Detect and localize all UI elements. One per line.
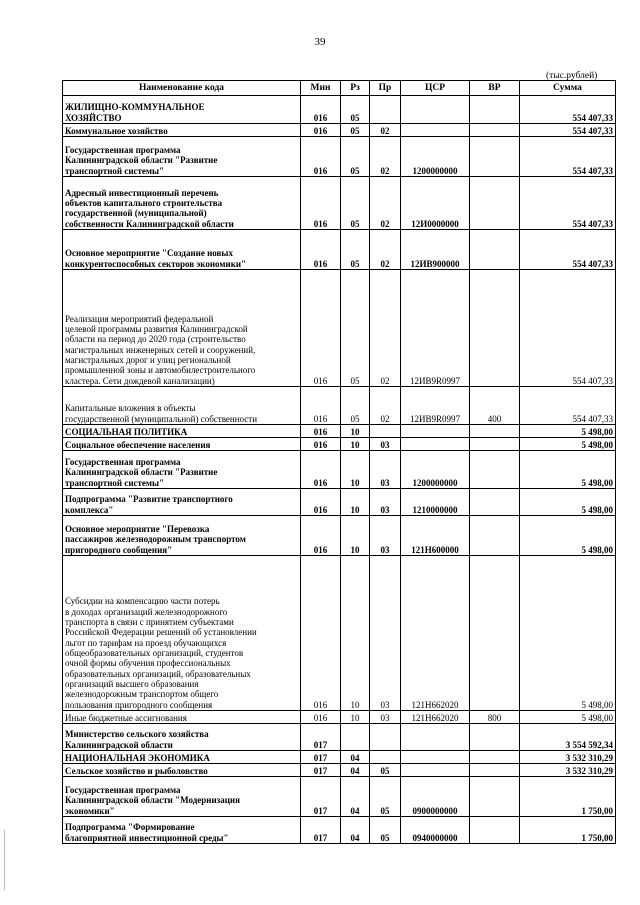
row-min: 017 — [301, 751, 341, 764]
row-sum: 554 407,33 — [520, 96, 616, 124]
header-vr: ВР — [470, 81, 520, 96]
row-pr: 02 — [370, 177, 401, 230]
row-rz: 10 — [341, 425, 370, 438]
row-csr — [401, 751, 470, 764]
table-row — [63, 438, 616, 451]
row-rz: 10 — [341, 451, 370, 489]
row-sum: 554 407,33 — [520, 177, 616, 230]
row-min: 016 — [301, 489, 341, 516]
row-sum: 5 498,00 — [520, 438, 616, 451]
table-row — [63, 270, 616, 387]
table-row — [63, 96, 616, 124]
row-vr — [470, 556, 520, 711]
header-sum: Сумма — [520, 81, 616, 96]
row-csr — [401, 724, 470, 751]
table-header-row — [63, 81, 616, 96]
table-row — [63, 751, 616, 764]
row-sum: 5 498,00 — [520, 711, 616, 724]
row-vr — [470, 516, 520, 556]
row-csr: 12И0000000 — [401, 177, 470, 230]
row-sum: 3 554 592,34 — [520, 724, 616, 751]
row-csr: 0940000000 — [401, 817, 470, 844]
row-min: 016 — [301, 137, 341, 177]
row-sum: 554 407,33 — [520, 270, 616, 387]
table-row — [63, 489, 616, 516]
table-row — [63, 137, 616, 177]
row-pr: 05 — [370, 777, 401, 817]
table-row — [63, 817, 616, 844]
row-rz: 05 — [341, 230, 370, 270]
row-pr: 03 — [370, 489, 401, 516]
row-pr: 05 — [370, 817, 401, 844]
row-csr: 121Н662020 — [401, 711, 470, 724]
row-sum: 554 407,33 — [520, 124, 616, 137]
row-vr: 400 — [470, 387, 520, 425]
row-name: Государственная программа Калининградской области "Развитие транспортной системы" — [63, 451, 301, 489]
row-min: 016 — [301, 451, 341, 489]
row-min: 016 — [301, 96, 341, 124]
row-rz: 05 — [341, 177, 370, 230]
header-min: Мин — [301, 81, 341, 96]
row-min: 016 — [301, 425, 341, 438]
row-name: Субсидии на компенсацию части потерь в доходах организаций железнодорожного транспорта в связи с принятием субъектами Российской Федерации решений об установлении льгот по тарифам на проезд обучающихся общеобразовательных организаций, студентов очной формы обучения профессиональных образовательных организаций, образовательных организаций высшего образования железнодорожным транспортом общего пользования пригородного сообщения — [63, 556, 301, 711]
row-min: 016 — [301, 270, 341, 387]
row-pr: 02 — [370, 137, 401, 177]
page-number: 39 — [314, 36, 326, 48]
row-csr: 12ИВ900000 — [401, 230, 470, 270]
row-rz: 10 — [341, 489, 370, 516]
row-pr: 03 — [370, 711, 401, 724]
row-min: 016 — [301, 387, 341, 425]
row-name: Основное мероприятие "Создание новых конкурентоспособных секторов экономики" — [63, 230, 301, 270]
row-rz: 05 — [341, 124, 370, 137]
row-rz: 04 — [341, 777, 370, 817]
row-sum: 5 498,00 — [520, 451, 616, 489]
row-sum: 3 532 310,29 — [520, 751, 616, 764]
row-vr — [470, 438, 520, 451]
row-vr — [470, 724, 520, 751]
table-row — [63, 764, 616, 777]
row-min: 016 — [301, 230, 341, 270]
table-row — [63, 387, 616, 425]
table-row — [63, 124, 616, 137]
row-vr — [470, 425, 520, 438]
row-csr: 1210000000 — [401, 489, 470, 516]
row-name: Государственная программа Калининградской области "Модернизация экономики" — [63, 777, 301, 817]
row-min: 016 — [301, 556, 341, 711]
scan-edge-mark — [4, 830, 5, 890]
row-csr: 0900000000 — [401, 777, 470, 817]
row-pr: 02 — [370, 270, 401, 387]
row-min: 017 — [301, 777, 341, 817]
row-sum: 5 498,00 — [520, 425, 616, 438]
row-pr: 03 — [370, 516, 401, 556]
row-vr — [470, 817, 520, 844]
table-row — [63, 516, 616, 556]
row-vr — [470, 137, 520, 177]
table-row — [63, 724, 616, 751]
row-csr: 1200000000 — [401, 451, 470, 489]
row-vr — [470, 230, 520, 270]
row-min: 017 — [301, 724, 341, 751]
row-csr — [401, 764, 470, 777]
row-pr: 03 — [370, 438, 401, 451]
row-csr — [401, 425, 470, 438]
row-name: Социальное обеспечение населения — [63, 438, 301, 451]
row-min: 017 — [301, 764, 341, 777]
row-name: Капитальные вложения в объекты государственной (муниципальной) собственности — [63, 387, 301, 425]
row-rz: 04 — [341, 764, 370, 777]
row-vr — [470, 96, 520, 124]
row-pr: 02 — [370, 387, 401, 425]
row-vr — [470, 177, 520, 230]
row-pr — [370, 425, 401, 438]
row-rz: 04 — [341, 817, 370, 844]
row-csr: 121Н662020 — [401, 556, 470, 711]
row-rz: 05 — [341, 96, 370, 124]
row-pr — [370, 724, 401, 751]
table-row — [63, 230, 616, 270]
row-rz: 10 — [341, 438, 370, 451]
row-rz: 05 — [341, 137, 370, 177]
row-rz: 05 — [341, 387, 370, 425]
table-row — [63, 777, 616, 817]
row-pr: 05 — [370, 764, 401, 777]
row-min: 016 — [301, 516, 341, 556]
row-csr — [401, 438, 470, 451]
header-name: Наименование кода — [63, 81, 301, 96]
row-vr — [470, 777, 520, 817]
row-min: 017 — [301, 817, 341, 844]
row-csr: 121Н600000 — [401, 516, 470, 556]
row-name: Государственная программа Калининградской области "Развитие транспортной системы" — [63, 137, 301, 177]
header-rz: Рз — [341, 81, 370, 96]
row-vr — [470, 489, 520, 516]
row-vr — [470, 764, 520, 777]
row-pr — [370, 96, 401, 124]
row-csr — [401, 124, 470, 137]
row-pr: 03 — [370, 451, 401, 489]
row-csr — [401, 96, 470, 124]
row-name: Коммунальное хозяйство — [63, 124, 301, 137]
row-sum: 554 407,33 — [520, 137, 616, 177]
row-pr: 03 — [370, 556, 401, 711]
row-rz: 10 — [341, 516, 370, 556]
row-sum: 5 498,00 — [520, 556, 616, 711]
row-sum: 554 407,33 — [520, 387, 616, 425]
row-sum: 1 750,00 — [520, 777, 616, 817]
row-sum: 1 750,00 — [520, 817, 616, 844]
row-name: Сельское хозяйство и рыболовство — [63, 764, 301, 777]
table-row — [63, 556, 616, 711]
row-vr — [470, 751, 520, 764]
row-name: ЖИЛИЩНО-КОММУНАЛЬНОЕ ХОЗЯЙСТВО — [63, 96, 301, 124]
row-min: 016 — [301, 438, 341, 451]
header-pr: Пр — [370, 81, 401, 96]
table-row — [63, 451, 616, 489]
row-name: НАЦИОНАЛЬНАЯ ЭКОНОМИКА — [63, 751, 301, 764]
row-pr: 02 — [370, 124, 401, 137]
units-label: (тыс.рублей) — [546, 71, 598, 81]
row-name: Адресный инвестиционный перечень объектов капитального строительства государственной (муниципальной) собственности Калининградской области — [63, 177, 301, 230]
row-csr: 1200000000 — [401, 137, 470, 177]
row-rz: 10 — [341, 556, 370, 711]
row-name: СОЦИАЛЬНАЯ ПОЛИТИКА — [63, 425, 301, 438]
row-min: 016 — [301, 711, 341, 724]
row-name: Подпрограмма "Формирование благоприятной инвестиционной среды" — [63, 817, 301, 844]
header-csr: ЦСР — [401, 81, 470, 96]
row-name: Основное мероприятие "Перевозка пассажиров железнодорожным транспортом пригородного сообщения" — [63, 516, 301, 556]
row-min: 016 — [301, 177, 341, 230]
row-vr — [470, 451, 520, 489]
row-pr — [370, 751, 401, 764]
table-row — [63, 711, 616, 724]
row-min: 016 — [301, 124, 341, 137]
row-csr: 12ИВ9R0997 — [401, 387, 470, 425]
row-pr: 02 — [370, 230, 401, 270]
row-vr — [470, 124, 520, 137]
row-rz: 10 — [341, 711, 370, 724]
row-sum: 5 498,00 — [520, 489, 616, 516]
budget-table — [62, 80, 616, 844]
row-csr: 12ИВ9R0997 — [401, 270, 470, 387]
row-sum: 554 407,33 — [520, 230, 616, 270]
row-rz: 05 — [341, 270, 370, 387]
row-name: Реализация мероприятий федеральной целевой программы развития Калининградской области на период до 2020 года (строительство магистральных инженерных сетей и сооружений, магистральных дорог и улиц региональной промышленной зоны и автомобилестроительного кластера. Сети дождевой канализации) — [63, 270, 301, 387]
row-sum: 3 532 310,29 — [520, 764, 616, 777]
row-vr — [470, 270, 520, 387]
table-row — [63, 425, 616, 438]
row-sum: 5 498,00 — [520, 516, 616, 556]
row-name: Подпрограмма "Развитие транспортного комплекса" — [63, 489, 301, 516]
row-vr: 800 — [470, 711, 520, 724]
row-rz: 04 — [341, 751, 370, 764]
row-name: Иные бюджетные ассигнования — [63, 711, 301, 724]
table-row — [63, 177, 616, 230]
row-name: Министерство сельского хозяйства Калининградской области — [63, 724, 301, 751]
row-rz — [341, 724, 370, 751]
